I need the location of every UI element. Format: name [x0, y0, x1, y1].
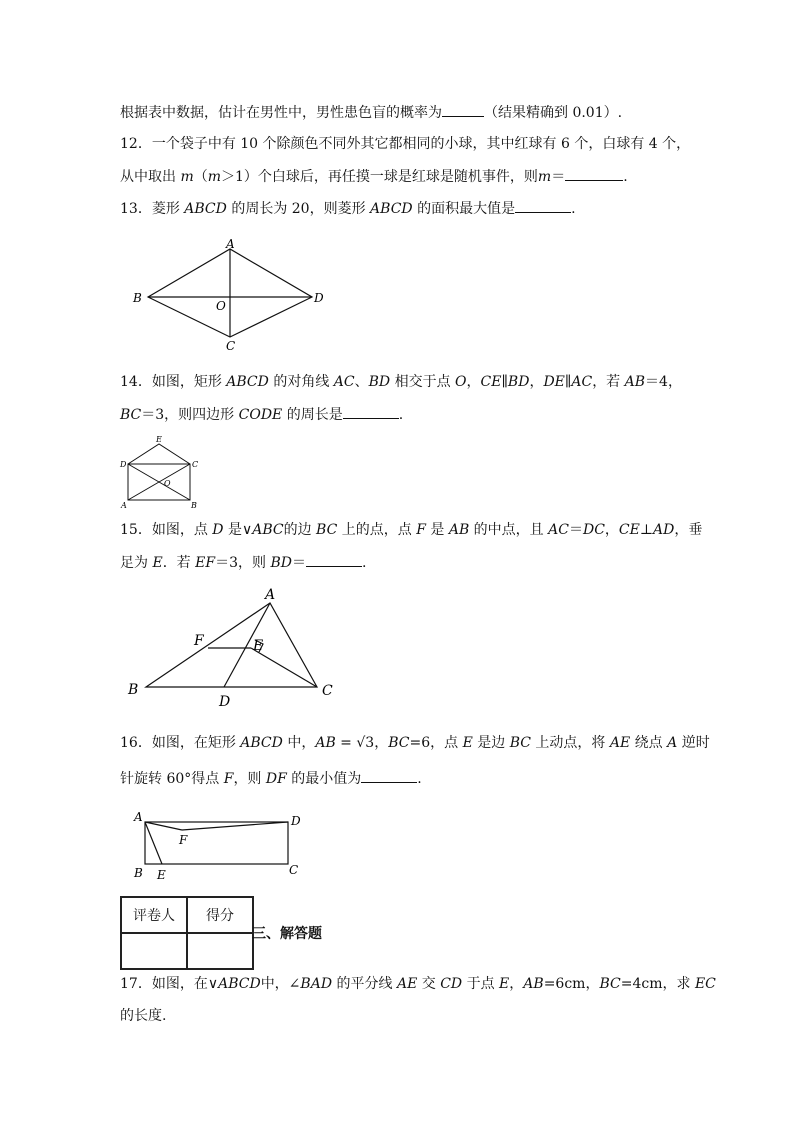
q17-line2: 的长度. — [120, 1008, 167, 1024]
q14-bd: BD — [368, 374, 391, 390]
q15-t1: 15．如图，点 — [120, 522, 213, 538]
q16-sqrt3: √3 — [356, 735, 375, 751]
q15-t6: 的中点，且 — [469, 522, 549, 538]
q15-t4: 上的点，点 — [337, 522, 417, 538]
q12-text-c: ＞1）个白球后，再任摸一球是红球是随机事件，则 — [221, 169, 538, 185]
q15-eq: ＝ — [568, 522, 583, 538]
q16-t5: =6，点 — [409, 735, 463, 751]
q12-text-d: ＝ — [551, 169, 566, 185]
q14-o: O — [455, 374, 467, 390]
q17-t6: ， — [509, 976, 524, 992]
q14-t3: 、 — [354, 374, 369, 390]
fig16-label-f: F — [179, 833, 188, 847]
q15-ad: AD — [653, 522, 675, 538]
q16-bc: BC — [388, 735, 410, 751]
q16-t10: 针旋转 60°得点 — [120, 771, 224, 787]
q14-t4: 相交于点 — [390, 374, 456, 390]
q16-t3: = — [335, 735, 357, 751]
q13-blank — [515, 198, 571, 213]
fig13-label-d: D — [314, 291, 324, 305]
q14-ab: AB — [624, 374, 646, 390]
q16-t12: 的最小值为 — [286, 771, 362, 787]
q16-line1 — [120, 733, 710, 753]
fig16-rectangle — [128, 806, 310, 886]
score-table — [120, 896, 254, 970]
q12-var-m3: m — [537, 169, 552, 185]
q15-end: . — [361, 555, 367, 571]
q17-bc: BC — [599, 976, 621, 992]
q17-cd: CD — [440, 976, 463, 992]
q12-text-a: 从中取出 — [120, 169, 181, 185]
q15-line2 — [120, 552, 366, 573]
q11-note: （结果精确到 0.01）. — [484, 105, 623, 121]
fig15-label-b: B — [128, 682, 139, 698]
q17-t5: 于点 — [462, 976, 500, 992]
q16-e: E — [462, 735, 473, 751]
q17-para: ∨ — [207, 976, 219, 992]
q15-f: F — [416, 522, 426, 538]
q17-ab: AB — [523, 976, 544, 992]
q15-line1 — [120, 520, 702, 540]
q17-ec: EC — [694, 976, 716, 992]
fig16-label-d: D — [291, 814, 301, 828]
q15-perp: ⊥ — [639, 522, 654, 538]
fig14-label-d: D — [120, 460, 127, 469]
fig13-label-b: B — [133, 291, 142, 305]
q12-var-m2: m — [207, 169, 222, 185]
q14-par2: ∥ — [564, 374, 572, 390]
section-title: 三、解答题 — [252, 926, 322, 942]
fig15-label-a: A — [265, 587, 276, 603]
fig14-label-b: B — [191, 501, 197, 510]
q14-t1: 14．如图，矩形 — [120, 374, 227, 390]
q12-text-b: （ — [193, 169, 208, 185]
q11-line — [120, 102, 622, 123]
score-table-score-cell[interactable] — [187, 933, 253, 969]
q15-t12: ＝ — [291, 555, 306, 571]
q14-t6: ， — [529, 374, 544, 390]
q15-d: D — [212, 522, 224, 538]
q17-t2: 中，∠ — [260, 976, 301, 992]
q14-line2 — [120, 404, 403, 425]
fig13-label-a: A — [226, 237, 235, 251]
q12-end: . — [623, 169, 628, 185]
q15-t2: 是 — [223, 522, 242, 538]
fig14-label-a: A — [121, 501, 127, 510]
q15-e: E — [152, 555, 163, 571]
q15-t10: ．若 — [162, 555, 196, 571]
q15-tri: ∨ — [241, 522, 253, 538]
q15-blank — [306, 552, 362, 567]
q14-abcd: ABCD — [226, 374, 269, 390]
q17-abcd: ABCD — [218, 976, 261, 992]
q12-blank — [565, 166, 623, 181]
q14-ce: CE — [480, 374, 502, 390]
q16-t4: ， — [374, 735, 389, 751]
score-table-reviewer-cell[interactable] — [121, 933, 187, 969]
fig16-label-a: A — [134, 810, 143, 824]
q14-t7: ，若 — [592, 374, 625, 390]
q16-abcd: ABCD — [240, 735, 283, 751]
q14-t8: ＝4， — [645, 374, 682, 390]
q17-t7: =6cm， — [543, 976, 600, 992]
fig15-label-f: F — [194, 633, 204, 649]
q14-t9: ＝3，则四边形 — [141, 407, 239, 423]
q14-par: ∥ — [501, 374, 508, 390]
q15-t8: ，垂 — [674, 522, 703, 538]
fig14-label-o: O — [164, 479, 171, 488]
q13-line — [120, 198, 576, 219]
q15-ef: EF — [195, 555, 216, 571]
q16-t7: 上动点，将 — [530, 735, 610, 751]
q14-bd2: BD — [507, 374, 530, 390]
q12-line2 — [120, 166, 628, 187]
fig16-label-b: B — [134, 866, 143, 880]
q16-bc2: BC — [509, 735, 531, 751]
q17-t3: 的平分线 — [332, 976, 397, 992]
q17-bad: BAD — [300, 976, 333, 992]
q14-code: CODE — [238, 407, 283, 423]
q15-bd: BD — [270, 555, 292, 571]
q16-line2 — [120, 768, 422, 789]
q12-line1: 12．一个袋子中有 10 个除颜色不同外其它都相同的小球，其中红球有 6 个，白球有 4 个， — [120, 136, 691, 152]
fig13-rhombus — [125, 236, 335, 358]
fig15-label-d: D — [219, 694, 231, 710]
q16-t1: 16．如图，在矩形 — [120, 735, 241, 751]
q14-t2: 的对角线 — [268, 374, 334, 390]
q15-t5: 是 — [425, 522, 449, 538]
q15-t7: ， — [604, 522, 619, 538]
q16-t2: 中， — [282, 735, 316, 751]
q15-abc: ABC — [252, 522, 284, 538]
fig15-label-e: E — [253, 638, 264, 654]
fig14-label-e: E — [156, 435, 162, 444]
q16-a: A — [667, 735, 678, 751]
q16-t6: 是边 — [472, 735, 510, 751]
q15-t9: 足为 — [120, 555, 153, 571]
q14-de: DE — [543, 374, 565, 390]
q11-blank — [442, 102, 484, 117]
q16-t11: ，则 — [233, 771, 266, 787]
q13-abcd: ABCD — [184, 201, 227, 217]
fig14-rectangle — [118, 430, 204, 510]
q17-t4: 交 — [417, 976, 441, 992]
q14-end: . — [398, 407, 404, 423]
q13-abcd2: ABCD — [370, 201, 413, 217]
q13-text-a: 13．菱形 — [120, 201, 185, 217]
q17-t1: 17．如图，在 — [120, 976, 208, 992]
q16-blank — [361, 768, 417, 783]
q17-t8: =4cm，求 — [620, 976, 695, 992]
q12-var-m: m — [180, 169, 194, 185]
q16-df: DF — [265, 771, 287, 787]
q15-t11: ＝3，则 — [215, 555, 271, 571]
score-table-reviewer-header: 评卷人 — [121, 897, 187, 933]
q14-ac: AC — [333, 374, 355, 390]
q16-t9: 逆时 — [677, 735, 710, 751]
fig16-label-c: C — [289, 863, 299, 877]
q16-ae: AE — [609, 735, 631, 751]
q17-line1 — [120, 974, 716, 994]
q16-end: . — [417, 771, 422, 787]
score-table-score-header: 得分 — [187, 897, 253, 933]
q15-dc: DC — [582, 522, 605, 538]
fig13-label-o: O — [216, 299, 226, 313]
q17-e: E — [499, 976, 510, 992]
q15-ab: AB — [448, 522, 470, 538]
q14-t10: 的周长是 — [282, 407, 343, 423]
q14-blank — [343, 404, 399, 419]
fig14-label-c: C — [192, 460, 199, 469]
q15-ac: AC — [548, 522, 569, 538]
q11-text: 根据表中数据，估计在男性中，男性患色盲的概率为 — [120, 105, 442, 121]
fig15-label-c: C — [322, 683, 333, 699]
q13-end: . — [571, 201, 576, 217]
fig15-triangle — [122, 584, 342, 710]
q16-t8: 绕点 — [630, 735, 668, 751]
q15-bc: BC — [316, 522, 338, 538]
q16-ab: AB — [315, 735, 336, 751]
fig16-label-e: E — [157, 868, 166, 882]
q16-f: F — [223, 771, 234, 787]
q14-t5: ， — [466, 374, 481, 390]
q15-ce: CE — [618, 522, 640, 538]
q13-text-c: 的面积最大值是 — [412, 201, 516, 217]
q17-ae: AE — [396, 976, 418, 992]
q14-line1 — [120, 372, 682, 392]
q14-ac2: AC — [571, 374, 593, 390]
fig13-label-c: C — [226, 339, 236, 353]
q13-text-b: 的周长为 20，则菱形 — [226, 201, 371, 217]
q14-bc: BC — [120, 407, 142, 423]
q15-t3: 的边 — [283, 522, 317, 538]
